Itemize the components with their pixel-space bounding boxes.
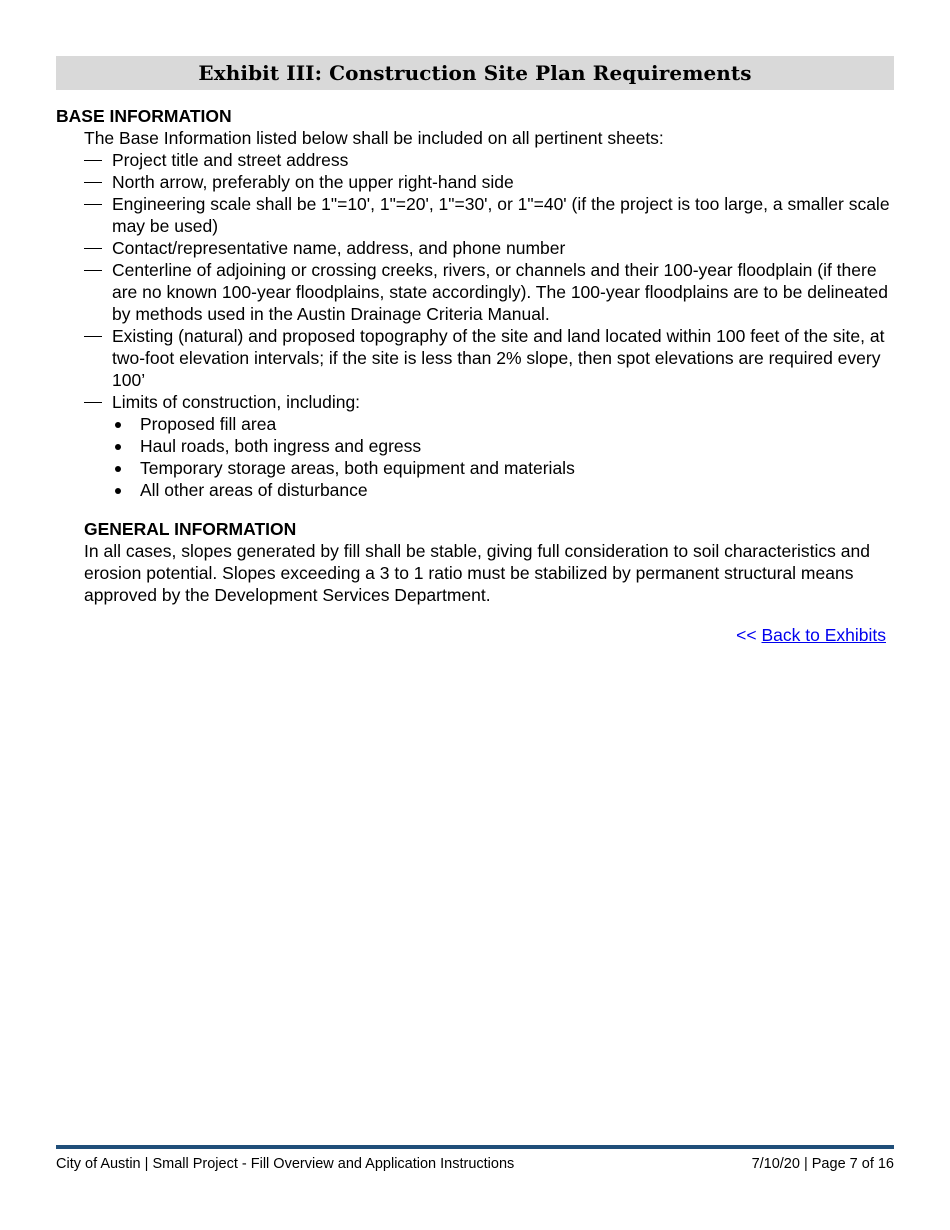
- general-information-body: In all cases, slopes generated by fill shall be stable, giving full consideration to soil characteristics and erosion potential. Slopes exceeding a 3 to 1 ratio must be stabilized by permanent structural means approved by the Development Services Department.: [84, 541, 870, 605]
- base-information-list: [56, 149, 894, 501]
- list-item-text: Centerline of adjoining or crossing creeks, rivers, or channels and their 100-year floodplain (if there are no known 100-year floodplains, state accordingly). The 100-year floodplains are to be delineated by methods used in the Austin Drainage Criteria Manual.: [112, 260, 888, 324]
- list-item: [56, 149, 894, 171]
- list-item-text: Engineering scale shall be 1"=10', 1"=20', 1"=30', or 1"=40' (if the project is too large, a smaller scale may be used): [112, 194, 890, 236]
- sub-list-item: [112, 435, 894, 457]
- base-information-heading: BASE INFORMATION: [56, 106, 232, 126]
- sub-list-item-text: Temporary storage areas, both equipment and materials: [140, 458, 575, 478]
- footer-row: [56, 1155, 894, 1173]
- back-to-exhibits-link[interactable]: Back to Exhibits: [761, 625, 886, 645]
- document-page: [56, 56, 894, 646]
- back-link-row: [56, 624, 894, 646]
- footer-page-info: 7/10/20 | Page 7 of 16: [751, 1156, 894, 1172]
- general-information-heading: GENERAL INFORMATION: [84, 519, 297, 539]
- back-arrow-icon: <<: [736, 625, 757, 645]
- bullet-icon: [115, 422, 121, 428]
- sub-list-item: [112, 413, 894, 435]
- sub-list-item-text: Haul roads, both ingress and egress: [140, 436, 422, 456]
- sub-list-item-text: Proposed fill area: [140, 414, 277, 434]
- list-item: [56, 391, 894, 501]
- list-item-text: Limits of construction, including:: [112, 392, 361, 412]
- list-item: [56, 325, 894, 391]
- sub-list-item: [112, 479, 894, 501]
- list-item-text: North arrow, preferably on the upper right-hand side: [112, 172, 514, 192]
- list-item: [56, 193, 894, 237]
- list-item: [56, 171, 894, 193]
- list-item-text: Project title and street address: [112, 150, 349, 170]
- base-information-section: [56, 127, 894, 501]
- footer-document-title: City of Austin | Small Project - Fill Overview and Application Instructions: [56, 1156, 515, 1172]
- page-title: Exhibit III: Construction Site Plan Requirements: [198, 61, 752, 85]
- title-bar: [56, 56, 894, 90]
- page-footer: [56, 1145, 894, 1173]
- footer-divider: [56, 1145, 894, 1149]
- sub-list-item: [112, 457, 894, 479]
- list-item: [56, 259, 894, 325]
- bullet-icon: [115, 444, 121, 450]
- list-item-text: Existing (natural) and proposed topography of the site and land located within 100 feet of the site, at two-foot elevation intervals; if the site is less than 2% slope, then spot elevations are required every 100’: [112, 326, 885, 390]
- sub-list-item-text: All other areas of disturbance: [140, 480, 368, 500]
- general-information-section: [56, 518, 894, 606]
- bullet-icon: [115, 466, 121, 472]
- construction-limits-list: [112, 413, 894, 501]
- list-item-text: Contact/representative name, address, and phone number: [112, 238, 566, 258]
- list-item: [56, 237, 894, 259]
- bullet-icon: [115, 488, 121, 494]
- base-information-intro: The Base Information listed below shall be included on all pertinent sheets:: [84, 128, 664, 148]
